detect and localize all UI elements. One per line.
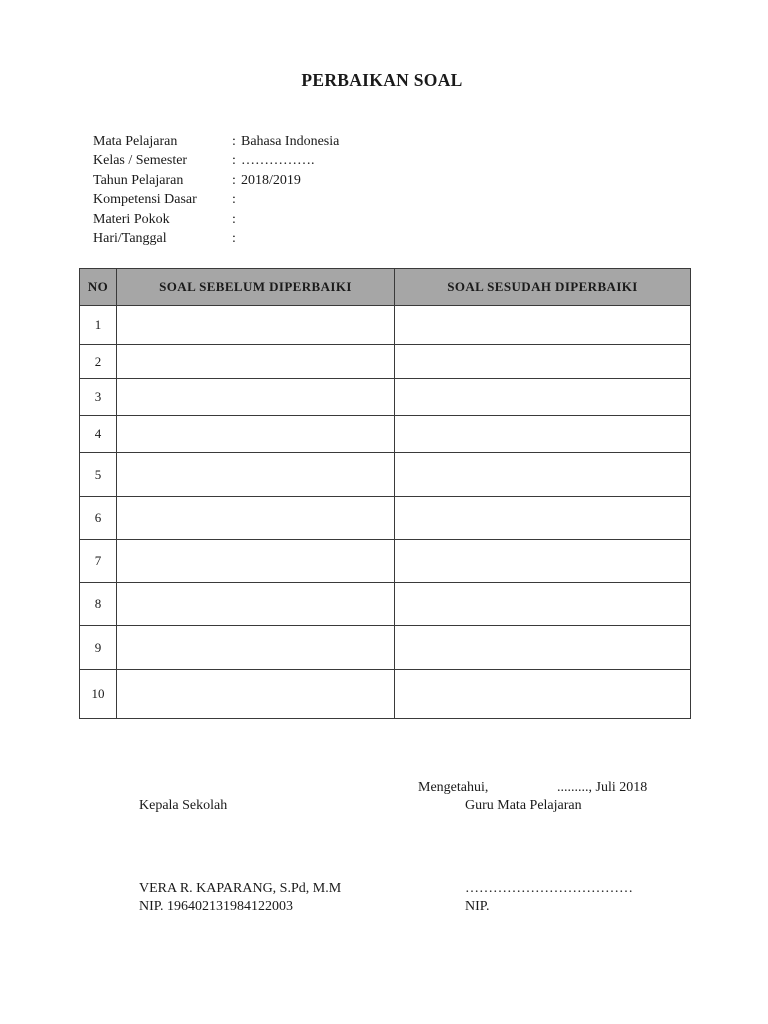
- info-label: Mata Pelajaran: [93, 134, 178, 149]
- info-separator: :: [232, 192, 236, 208]
- info-row-materi-pokok: [93, 210, 339, 229]
- cell-after[interactable]: [395, 416, 691, 453]
- row-number: 9: [80, 626, 117, 670]
- kepala-sekolah-nip: NIP. 196402131984122003: [139, 899, 294, 914]
- table-row: [80, 626, 691, 670]
- cell-before[interactable]: [117, 416, 395, 453]
- info-label: Hari/Tanggal: [93, 230, 167, 246]
- cell-before[interactable]: [117, 379, 395, 416]
- cell-after[interactable]: [395, 540, 691, 583]
- header-before: SOAL SEBELUM DIPERBAIKI: [117, 269, 395, 306]
- cell-after[interactable]: [395, 379, 691, 416]
- info-separator: :: [232, 153, 236, 169]
- table-row: [80, 583, 691, 626]
- table-row: [80, 497, 691, 540]
- soal-table: [79, 268, 691, 719]
- signature-date: ........., Juli 2018: [557, 780, 648, 795]
- cell-before[interactable]: [117, 540, 395, 583]
- header-after: SOAL SESUDAH DIPERBAIKI: [395, 269, 691, 306]
- cell-after[interactable]: [395, 583, 691, 626]
- guru-name: ………………………………: [465, 881, 633, 896]
- info-label: Kompetensi Dasar: [93, 192, 197, 208]
- row-number: 10: [80, 670, 117, 719]
- mengetahui-label: Mengetahui,: [418, 780, 489, 795]
- table-row: [80, 416, 691, 453]
- row-number: 1: [80, 306, 117, 345]
- info-label: Materi Pokok: [93, 211, 170, 227]
- cell-after[interactable]: [395, 626, 691, 670]
- info-separator: :: [232, 211, 236, 227]
- guru-role: Guru Mata Pelajaran: [465, 798, 582, 813]
- info-row-tahun-pelajaran: [93, 171, 339, 190]
- info-label: Tahun Pelajaran: [93, 172, 184, 188]
- info-block: [93, 132, 339, 248]
- cell-before[interactable]: [117, 345, 395, 379]
- table-header-row: [80, 269, 691, 306]
- table-row: [80, 306, 691, 345]
- row-number: 4: [80, 416, 117, 453]
- table-row: [80, 345, 691, 379]
- info-separator: :: [232, 172, 236, 188]
- header-no: NO: [80, 269, 117, 306]
- table-row: [80, 540, 691, 583]
- cell-after[interactable]: [395, 306, 691, 345]
- info-value: 2018/2019: [241, 172, 301, 188]
- info-row-kelas-semester: [93, 151, 339, 170]
- cell-after[interactable]: [395, 497, 691, 540]
- cell-before[interactable]: [117, 583, 395, 626]
- row-number: 8: [80, 583, 117, 626]
- kepala-sekolah-role: Kepala Sekolah: [139, 798, 228, 813]
- row-number: 2: [80, 345, 117, 379]
- info-row-mata-pelajaran: [93, 132, 339, 151]
- info-label: Kelas / Semester: [93, 153, 188, 169]
- table-row: [80, 453, 691, 497]
- cell-before[interactable]: [117, 670, 395, 719]
- cell-before[interactable]: [117, 626, 395, 670]
- info-row-hari-tanggal: [93, 229, 339, 248]
- info-value: Bahasa Indonesia: [241, 134, 340, 149]
- cell-after[interactable]: [395, 453, 691, 497]
- cell-after[interactable]: [395, 345, 691, 379]
- info-value: …………….: [241, 153, 315, 169]
- cell-before[interactable]: [117, 306, 395, 345]
- cell-after[interactable]: [395, 670, 691, 719]
- table-row: [80, 670, 691, 719]
- cell-before[interactable]: [117, 453, 395, 497]
- row-number: 3: [80, 379, 117, 416]
- info-separator: :: [232, 134, 236, 149]
- table-row: [80, 379, 691, 416]
- document-title: PERBAIKAN SOAL: [301, 70, 463, 90]
- info-separator: :: [232, 230, 236, 246]
- row-number: 6: [80, 497, 117, 540]
- info-row-kompetensi-dasar: [93, 190, 339, 209]
- cell-before[interactable]: [117, 497, 395, 540]
- kepala-sekolah-name: VERA R. KAPARANG, S.Pd, M.M: [139, 881, 342, 896]
- row-number: 7: [80, 540, 117, 583]
- row-number: 5: [80, 453, 117, 497]
- guru-nip: NIP.: [465, 899, 490, 914]
